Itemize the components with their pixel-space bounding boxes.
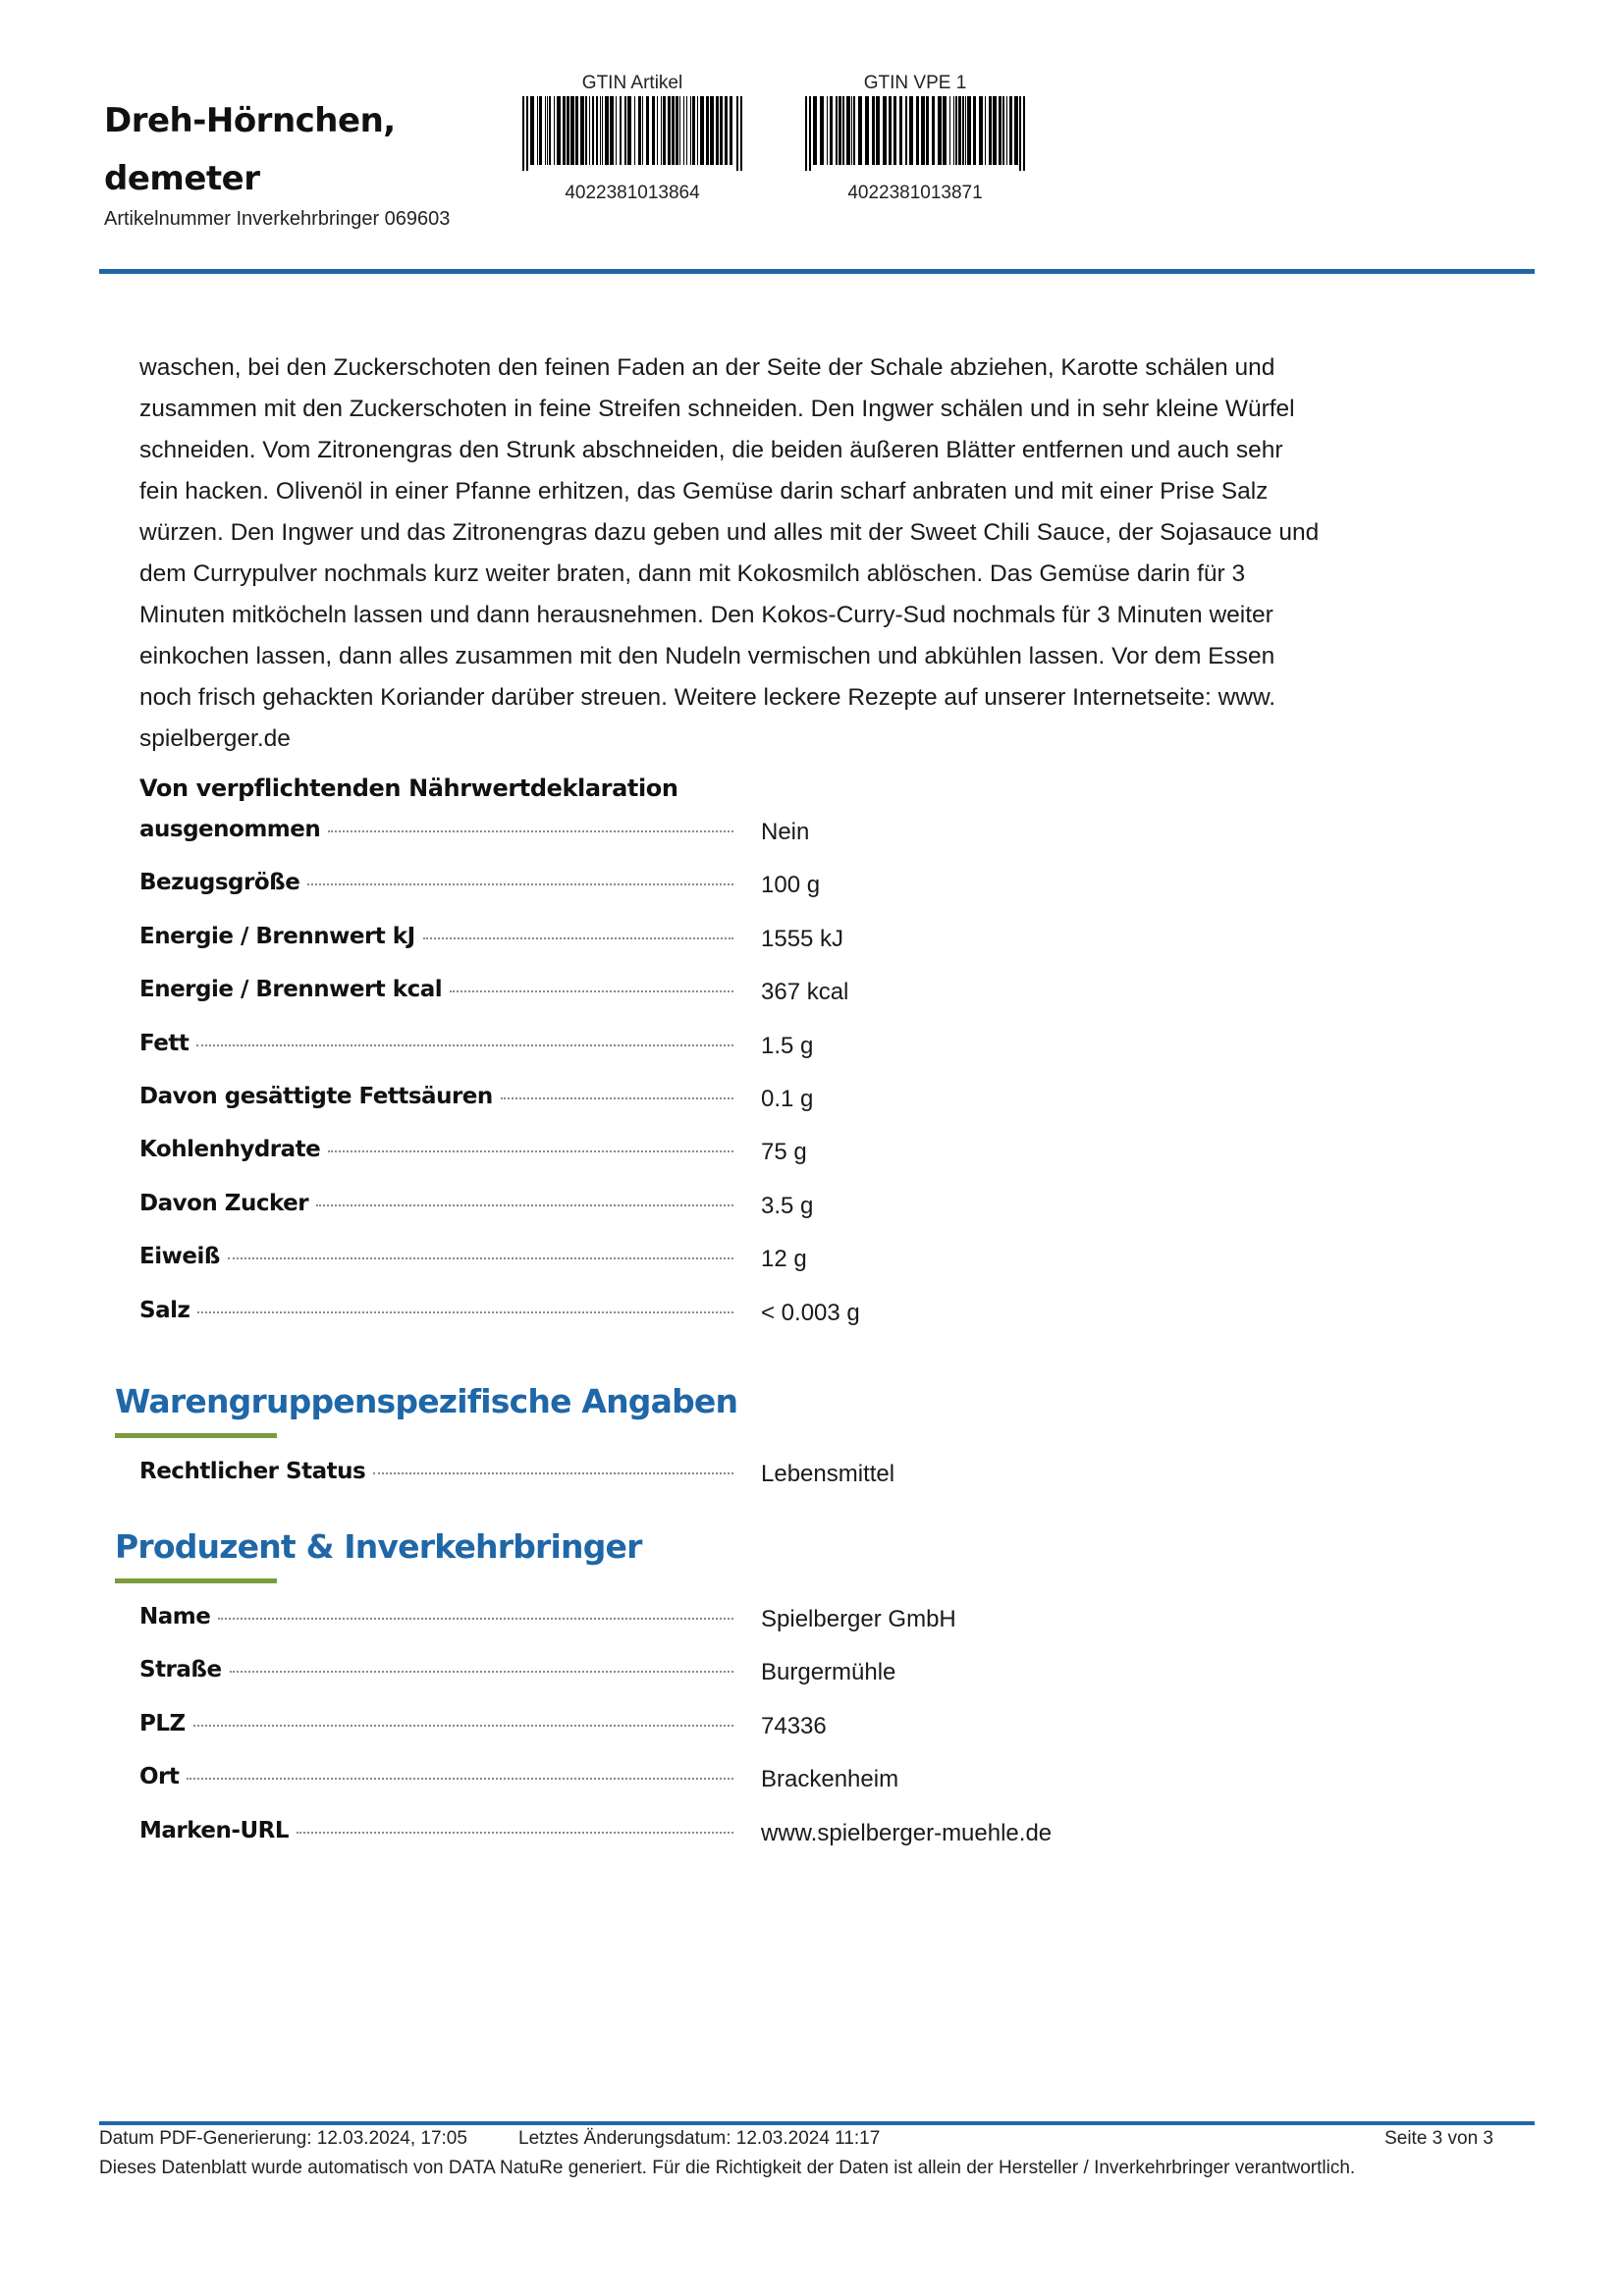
section-heading-produzent: Produzent & Inverkehrbringer [115,1527,642,1566]
row-label: Fett [139,1030,189,1056]
header-divider [99,269,1535,274]
barcode-bar [657,96,658,165]
article-number: Artikelnummer Inverkehrbringer 069603 [104,208,451,230]
barcode-bar [624,96,626,165]
row-label: Davon gesättigte Fettsäuren [139,1083,493,1109]
barcode-bar [547,96,548,165]
row-value: Nein [761,819,810,845]
barcode-bar [949,96,950,165]
barcode-icon [518,96,746,171]
barcode-bar [893,96,896,165]
recipe-text [139,347,1377,760]
row-value: Spielberger GmbH [761,1606,956,1632]
barcode-bar [1019,96,1021,171]
row-label: Eiweiß [139,1244,220,1270]
barcode-bar [730,96,732,165]
barcode-bar [993,96,997,165]
product-title [104,92,516,208]
barcode-number: 4022381013871 [847,183,983,203]
dot-leader [328,830,733,832]
barcode-bar [921,96,925,165]
barcode-bar [905,96,907,165]
table-row [139,1023,1377,1076]
row-label: Energie / Brennwert kcal [139,977,443,1003]
barcode-bar [846,96,850,165]
barcode-bar [967,96,971,165]
table-row [139,1183,1377,1236]
barcode-bar [916,96,919,165]
barcode-bar [842,96,844,165]
barcode-bar [679,96,680,165]
row-value: 100 g [761,872,821,899]
barcode-bar [634,96,635,165]
barcode-bar [973,96,976,165]
row-value: 367 kcal [761,979,849,1006]
row-value: www.spielberger-muehle.de [761,1819,1053,1846]
dot-leader [297,1832,733,1834]
recipe-line: noch frisch gehackten Koriander darüber streuen. Weitere leckere Rezepte auf unserer Internetseite: www. [139,684,1276,711]
produzent-table [139,1596,1377,1863]
barcode-bar [580,96,584,165]
dot-leader [230,1671,733,1673]
dot-leader [316,1204,733,1206]
barcode-bar [853,96,855,165]
barcode-number: 4022381013864 [565,183,700,203]
warengruppe-table [139,1451,1377,1504]
barcode-bar [938,96,942,165]
barcode-bar [661,96,662,165]
barcode-bar [672,96,675,165]
barcode-bar [539,96,542,165]
barcode-bar [554,96,555,165]
barcode-bar [563,96,566,165]
barcode-bar [602,96,603,165]
barcode-bar [686,96,687,165]
barcode-bar [827,96,828,165]
dot-leader [228,1257,733,1259]
table-row [139,1290,1377,1343]
barcode-bar [549,96,551,165]
recipe-line: spielberger.de [139,725,291,752]
barcode-bar [575,96,578,165]
table-row [139,1810,1377,1863]
recipe-line: Minuten mitköcheln lassen und dann herausnehmen. Den Kokos-Curry-Sud nochmals für 3 Minuten weiter [139,602,1273,628]
barcode-bar [836,96,838,165]
barcode-bar [522,96,524,171]
barcode-bar [736,96,738,171]
barcode-gtin-artikel [514,71,750,204]
section-underline [115,1433,277,1438]
table-row [139,1451,1377,1504]
barcode-bar [872,96,875,165]
table-row [139,1756,1377,1809]
barcode-bar [596,96,598,165]
barcode-bar [605,96,609,165]
row-value: 1555 kJ [761,925,844,952]
recipe-line: fein hacken. Olivenöl in einer Pfanne erhitzen, das Gemüse darin scharf anbraten und mit einer Prise Salz [139,478,1269,505]
barcode-bar [1002,96,1004,165]
row-value: 12 g [761,1246,807,1273]
barcode-bar [557,96,561,165]
barcode-bar [805,96,807,171]
barcode-bar [725,96,728,165]
barcode-bar [683,96,684,165]
modified-date: Letztes Änderungsdatum: 12.03.2024 11:17 [518,2128,881,2149]
barcode-bar [545,96,546,165]
barcode-bar [570,96,574,165]
page-header [0,0,1624,285]
dot-leader [501,1097,733,1099]
barcode-bar [740,96,742,171]
barcode-bar [589,96,590,165]
barcode-bar [710,96,714,165]
barcode-bar [926,96,929,165]
dot-leader [450,990,733,992]
row-value: Burgermühle [761,1659,896,1686]
barcode-bar [616,96,617,165]
barcode-bar [1014,96,1018,165]
row-value: < 0.003 g [761,1299,860,1326]
row-label: PLZ [139,1710,186,1736]
barcode-bar [600,96,601,165]
dot-leader [373,1472,733,1474]
barcode-bar [663,96,666,165]
dot-leader [197,1311,733,1313]
table-row [139,916,1377,969]
dot-leader [307,883,733,885]
table-row [139,1649,1377,1702]
barcode-gtin-vpe [797,71,1033,204]
dot-leader [423,937,733,939]
dot-leader [218,1618,733,1620]
barcode-bar [851,96,852,165]
barcode-bar [1009,96,1012,165]
barcode-bar [958,96,961,165]
barcode-bar [668,96,671,165]
row-label: Marken-URL [139,1817,289,1843]
barcode-bar [642,96,643,165]
table-row [139,1236,1377,1289]
row-value: 1.5 g [761,1032,814,1059]
barcode-bar [627,96,631,165]
barcode-bar [889,96,892,165]
barcode-bar [676,96,678,165]
barcode-bar [943,96,947,165]
barcode-bar [1006,96,1007,165]
barcode-bar [839,96,841,165]
barcode-bar [706,96,709,165]
barcode-bar [526,96,528,171]
barcode-bar [592,96,594,165]
barcode-bar [716,96,719,165]
dot-leader [187,1778,733,1780]
row-value: 75 g [761,1139,807,1166]
barcode-bar [985,96,986,165]
row-label: Straße [139,1657,222,1683]
product-title-line1: Dreh-Hörnchen, [104,101,396,140]
table-row [139,862,1377,915]
barcode-bar [697,96,698,165]
barcode-bar [652,96,655,165]
barcode-bar [692,96,695,165]
row-value: 0.1 g [761,1085,814,1112]
barcode-bar [909,96,913,165]
table-row [139,1129,1377,1182]
row-value: 3.5 g [761,1192,814,1219]
section-heading-warengruppe: Warengruppenspezifische Angaben [115,1382,738,1420]
row-value: Brackenheim [761,1766,899,1793]
barcode-bar [899,96,902,165]
row-label: Kohlenhydrate [139,1137,321,1163]
barcode-icon [801,96,1029,171]
barcode-bar [567,96,569,165]
barcode-bar [858,96,862,165]
barcode-bar [610,96,614,165]
nutrition-title: Von verpflichtenden Nährwertdeklaration [139,774,678,802]
recipe-line: einkochen lassen, dann alles zusammen mit den Nudeln vermischen und abkühlen lassen. Vor dem Essen [139,643,1275,669]
table-row [139,1596,1377,1649]
row-value: Lebensmittel [761,1461,895,1487]
row-label: Energie / Brennwert kJ [139,923,415,949]
barcode-bar [979,96,983,165]
row-label: Bezugsgröße [139,870,300,896]
section-underline [115,1578,277,1583]
barcode-bar [932,96,935,165]
barcode-bar [876,96,880,165]
page-number: Seite 3 von 3 [1384,2128,1493,2149]
barcode-bar [720,96,723,165]
barcode-label: GTIN VPE 1 [863,73,967,93]
row-label: Ort [139,1764,180,1790]
barcode-bar [999,96,1001,165]
barcode-bar [962,96,964,165]
barcode-bar [1023,96,1025,171]
barcode-bar [865,96,869,165]
row-value: 74336 [761,1712,827,1739]
recipe-line: würzen. Den Ingwer und das Zitronengras dazu geben und alles mit der Sweet Chili Sauce, der Sojasauce und [139,519,1320,546]
table-row [139,969,1377,1022]
footer-divider [99,2121,1535,2125]
row-label: Salz [139,1297,190,1323]
recipe-line: zusammen mit den Zuckerschoten in feine Streifen schneiden. Den Ingwer schälen und in sehr kleine Würfel [139,396,1295,422]
table-row [139,1703,1377,1756]
footer-disclaimer: Dieses Datenblatt wurde automatisch von DATA NatuRe generiert. Für die Richtigkeit der Daten ist allein der Hersteller / Inverkehrbringer verantwortlich. [99,2158,1356,2178]
barcode-bar [883,96,887,165]
table-row [139,1076,1377,1129]
dot-leader [196,1044,733,1046]
barcode-bar [530,96,534,165]
barcode-bar [585,96,587,165]
row-label: Davon Zucker [139,1190,309,1216]
table-row [139,809,1377,862]
row-label: Name [139,1604,211,1629]
recipe-line: schneiden. Vom Zitronengras den Strunk abschneiden, die beiden äußeren Blätter entfernen und auch sehr [139,437,1283,463]
barcode-bar [809,96,811,171]
recipe-line: dem Currypulver nochmals kurz weiter braten, dann mit Kokosmilch ablöschen. Das Gemüse darin für 3 [139,561,1246,587]
row-label: Rechtlicher Status [139,1459,366,1484]
row-label: ausgenommen [139,817,321,842]
recipe-line: waschen, bei den Zuckerschoten den feinen Faden an der Seite der Schale abziehen, Karotte schälen und [139,354,1275,381]
generation-date: Datum PDF-Generierung: 12.03.2024, 17:05 [99,2128,467,2149]
barcode-bar [813,96,817,165]
barcode-bar [700,96,704,165]
barcode-bar [646,96,649,165]
barcode-bar [638,96,641,165]
dot-leader [328,1150,733,1152]
main-content [139,347,1377,1343]
barcode-bar [830,96,833,165]
barcode-label: GTIN Artikel [581,73,683,93]
product-title-line2: demeter [104,159,260,198]
nutrition-table [139,809,1377,1343]
barcode-bar [690,96,691,165]
barcode-bar [955,96,957,165]
barcode-bar [820,96,824,165]
barcode-bar [965,96,966,165]
barcode-bar [620,96,622,165]
barcode-bar [989,96,992,165]
dot-leader [193,1725,733,1727]
barcode-bar [537,96,538,165]
barcode-bar [953,96,954,165]
